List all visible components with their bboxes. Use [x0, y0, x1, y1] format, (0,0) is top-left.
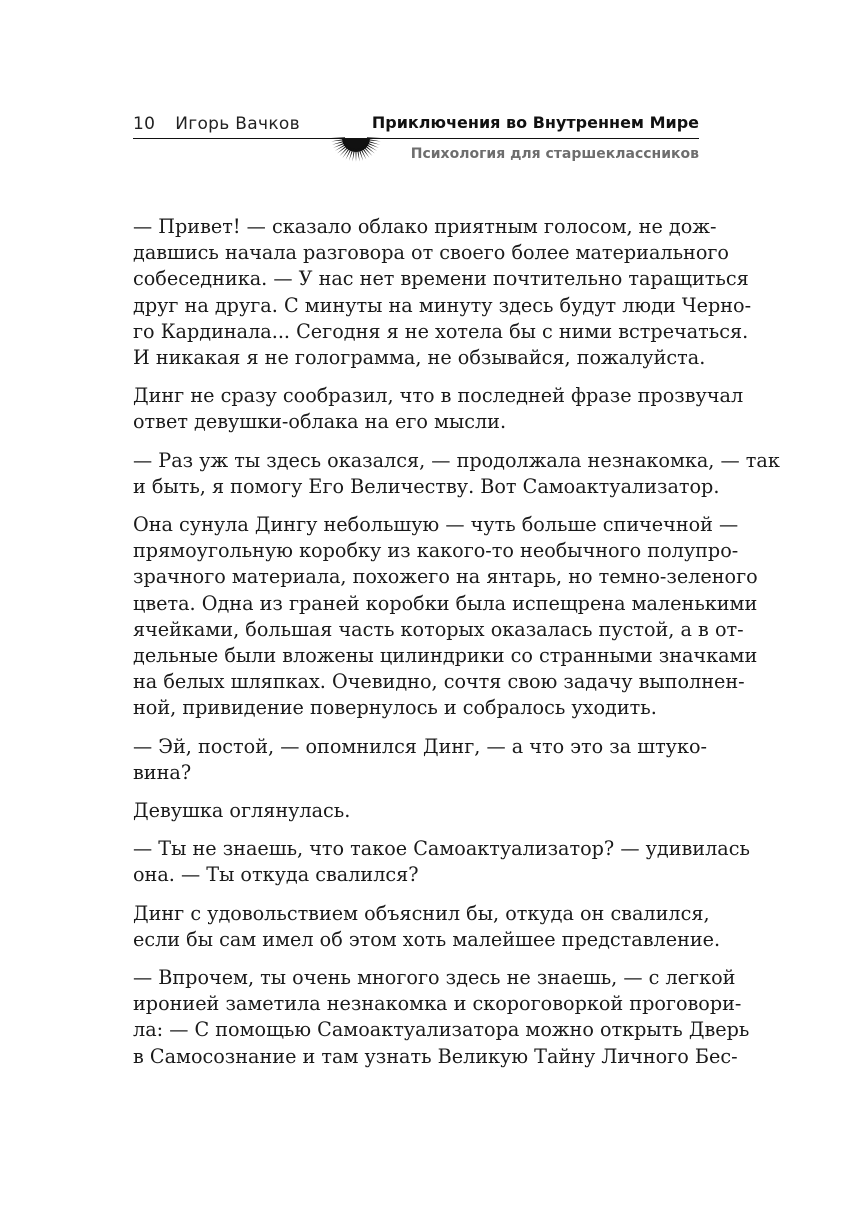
- sun-icon: [327, 131, 385, 167]
- text-line: Она сунула Дингу небольшую — чуть больше спичечной —: [133, 513, 739, 537]
- text-line: дельные были вложены цилиндрики со странными значками: [133, 644, 758, 668]
- paragraph: [133, 965, 750, 1070]
- paragraph: [133, 836, 750, 888]
- text-line: ячейками, большая часть которых оказалась пустой, а в от-: [133, 617, 744, 641]
- text-line: И никакая я не голограмма, не обзывайся, пожалуйста.: [133, 346, 706, 370]
- text-line: Динг не сразу сообразил, что в последней фразе прозвучал: [133, 384, 744, 408]
- text-line: — Ты не знаешь, что такое Самоактуализатор? — удивилась: [133, 837, 750, 861]
- text-line: Девушка оглянулась.: [133, 799, 351, 823]
- text-line: — Эй, постой, — опомнился Динг, — а что это за штуко-: [133, 734, 708, 758]
- text-line: друг на друга. С минуты на минуту здесь будут люди Черно-: [133, 293, 752, 317]
- running-head-left: [133, 114, 300, 134]
- paragraph: [133, 734, 708, 786]
- author-name: Игорь Вачков: [175, 114, 300, 134]
- text-line: ной, привидение повернулось и собралось уходить.: [133, 696, 657, 720]
- text-line: иронией заметила незнакомка и скороговоркой проговори-: [133, 992, 742, 1016]
- text-line: прямоугольную коробку из какого-то необычного полупро-: [133, 539, 739, 563]
- paragraph: [133, 448, 780, 500]
- header-rule: [133, 138, 699, 139]
- paragraph: [133, 383, 744, 435]
- running-head: [133, 104, 699, 174]
- text-line: цвета. Одна из граней коробки была испещрена маленькими: [133, 591, 758, 615]
- page-number: 10: [133, 114, 156, 134]
- text-line: Динг с удовольствием объяснил бы, откуда он свалился,: [133, 901, 710, 925]
- text-line: собеседника. — У нас нет времени почтительно таращиться: [133, 267, 749, 291]
- paragraph: [133, 214, 752, 371]
- text-line: — Раз уж ты здесь оказался, — продолжала незнакомка, — так: [133, 448, 780, 472]
- text-line: и быть, я помогу Его Величеству. Вот Самоактуализатор.: [133, 474, 720, 498]
- text-line: если бы сам имел об этом хоть малейшее представление.: [133, 927, 721, 951]
- text-line: ла: — С помощью Самоактуализатора можно открыть Дверь: [133, 1018, 750, 1042]
- text-line: — Привет! — сказало облако приятным голосом, не дож-: [133, 215, 717, 238]
- paragraph: [133, 512, 758, 722]
- text-line: — Впрочем, ты очень многого здесь не знаешь, — с легкой: [133, 966, 736, 990]
- text-line: давшись начала разговора от своего более материального: [133, 241, 729, 265]
- text-line: в Самосознание и там узнать Великую Тайну Личного Бес-: [133, 1044, 738, 1068]
- paragraph: [133, 901, 721, 953]
- text-line: ответ девушки-облака на его мысли.: [133, 410, 507, 434]
- text-line: на белых шляпках. Очевидно, сочтя свою задачу выполнен-: [133, 670, 745, 694]
- series-subtitle: Психология для старшеклассников: [410, 146, 699, 162]
- text-line: го Кардинала... Сегодня я не хотела бы с ними встречаться.: [133, 319, 749, 343]
- text-line: вина?: [133, 760, 192, 784]
- paragraph: [133, 798, 699, 824]
- text-line: зрачного материала, похожего на янтарь, но темно-зеленого: [133, 565, 758, 589]
- text-line: она. — Ты откуда свалился?: [133, 863, 419, 887]
- book-title: Приключения во Внутреннем Мире: [371, 113, 699, 132]
- body-text: [133, 214, 780, 1082]
